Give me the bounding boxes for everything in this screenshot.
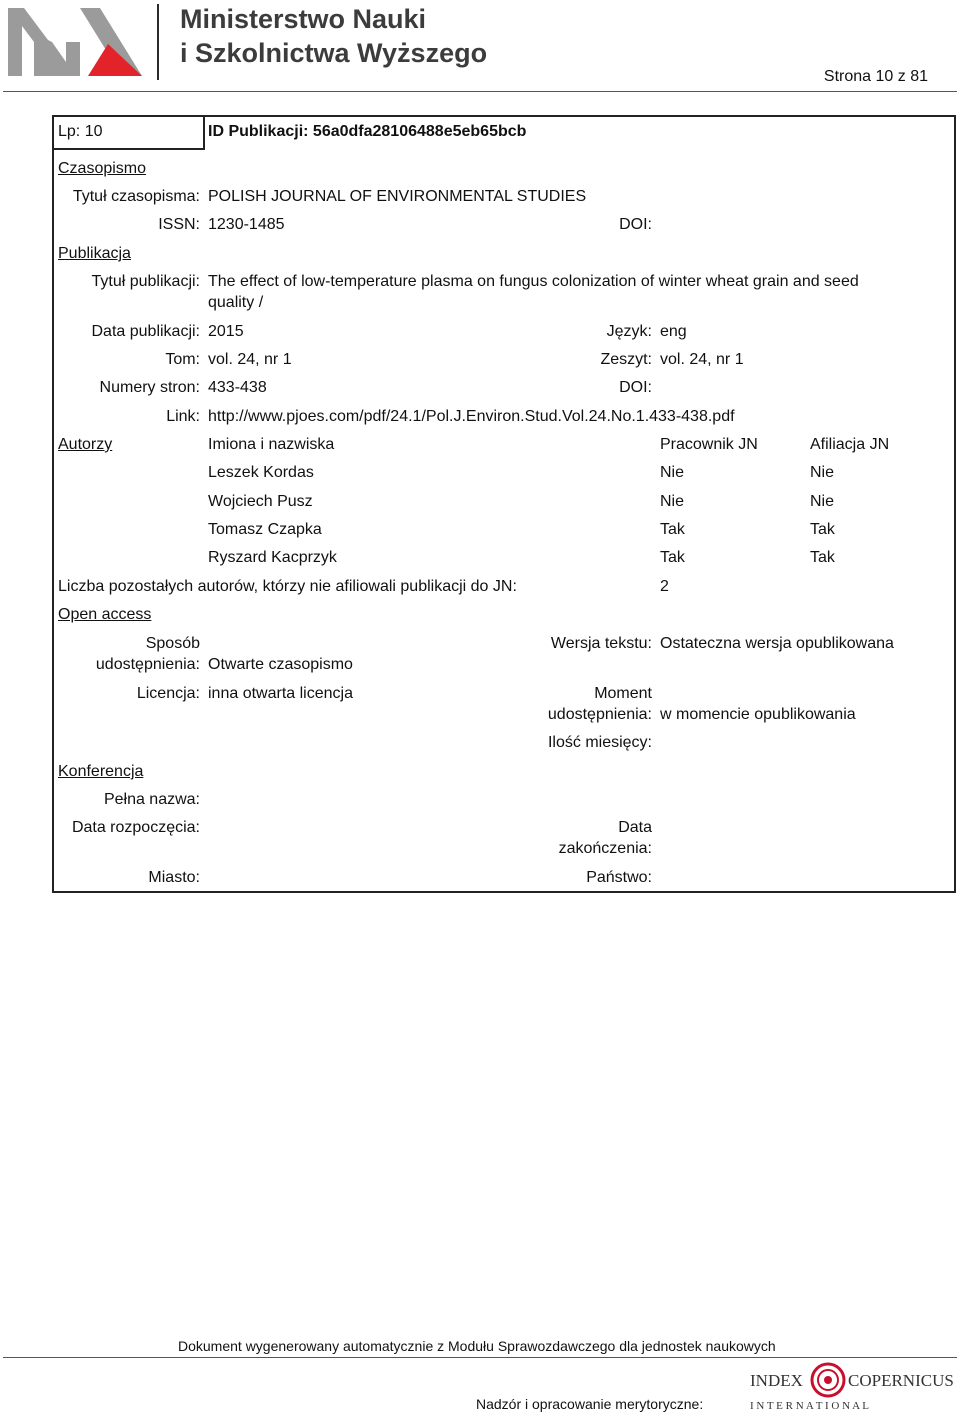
author-employee: Tak xyxy=(660,549,685,566)
footer-divider xyxy=(3,1357,957,1358)
oa-method-label-1: Sposób xyxy=(145,635,200,652)
pub-tom-value: vol. 24, nr 1 xyxy=(208,351,292,368)
section-open-access: Open access xyxy=(58,606,152,623)
pub-tom-label: Tom: xyxy=(165,351,200,368)
authors-col-name: Imiona i nazwiska xyxy=(208,436,335,453)
section-publication: Publikacja xyxy=(58,245,131,262)
oa-method-value: Otwarte czasopismo xyxy=(208,656,353,673)
pub-lang-label: Język: xyxy=(606,323,652,340)
author-name: Ryszard Kacprzyk xyxy=(208,549,337,566)
page-number: Strona 10 z 81 xyxy=(823,68,928,85)
oa-moment-label-1: Moment xyxy=(594,685,652,702)
section-journal: Czasopismo xyxy=(58,160,147,177)
author-employee: Nie xyxy=(660,464,685,481)
issn-value: 1230-1485 xyxy=(208,216,285,233)
authors-col-employee: Pracownik JN xyxy=(660,436,758,453)
pub-doi-label: DOI: xyxy=(619,379,652,396)
pub-zeszyt-value: vol. 24, nr 1 xyxy=(660,351,744,368)
author-employee: Nie xyxy=(660,493,685,510)
ministry-logo xyxy=(8,6,142,76)
author-name: Leszek Kordas xyxy=(208,464,314,481)
ic-word-copernicus: COPERNICUS xyxy=(848,1371,954,1390)
header-separator xyxy=(157,4,159,80)
ministry-name-line1: Ministerstwo Nauki xyxy=(180,4,427,34)
oa-method-label-2: udostępnienia: xyxy=(95,656,200,673)
journal-title-value: POLISH JOURNAL OF ENVIRONMENTAL STUDIES xyxy=(208,188,587,205)
record-lp: Lp: 10 xyxy=(58,123,103,140)
conf-name-label: Pełna nazwa: xyxy=(103,791,200,808)
pub-title-label: Tytuł publikacji: xyxy=(91,273,200,290)
pub-pages-value: 433-438 xyxy=(208,379,267,396)
section-authors: Autorzy xyxy=(58,436,113,453)
conf-start-label: Data rozpoczęcia: xyxy=(71,819,200,836)
pub-date-value: 2015 xyxy=(208,323,244,340)
oa-license-label: Licencja: xyxy=(136,685,200,702)
authors-col-affil: Afiliacja JN xyxy=(810,436,890,453)
author-name: Wojciech Pusz xyxy=(208,493,313,510)
conf-country-label: Państwo: xyxy=(586,869,652,886)
header-divider xyxy=(3,91,957,92)
ic-word-international: I N T E R N A T I O N A L xyxy=(750,1400,869,1412)
other-authors-label: Liczba pozostałych autorów, którzy nie afiliowali publikacji do JN: xyxy=(58,578,517,595)
oa-moment-label-2: udostępnienia: xyxy=(547,706,652,723)
oa-version-label: Wersja tekstu: xyxy=(550,635,652,652)
record-id: ID Publikacji: 56a0dfa28106488e5eb65bcb xyxy=(208,123,527,140)
pub-date-label: Data publikacji: xyxy=(91,323,200,340)
conf-end-label-2: zakończenia: xyxy=(558,840,652,857)
author-affil: Tak xyxy=(810,521,835,538)
author-affil: Nie xyxy=(810,493,835,510)
oa-moment-value: w momencie opublikowania xyxy=(660,706,856,723)
pub-title-line2: quality / xyxy=(208,294,264,311)
index-copernicus-logo xyxy=(748,1360,958,1412)
author-affil: Nie xyxy=(810,464,835,481)
conf-city-label: Miasto: xyxy=(148,869,200,886)
oa-months-label: Ilość miesięcy: xyxy=(547,734,652,751)
ministry-name-line2: i Szkolnictwa Wyższego xyxy=(180,38,488,68)
pub-title-line1: The effect of low-temperature plasma on fungus colonization of winter wheat grain and seed xyxy=(208,273,859,290)
journal-doi-label: DOI: xyxy=(619,216,652,233)
oa-version-value: Ostateczna wersja opublikowana xyxy=(660,635,894,652)
footer-generated: Dokument wygenerowany automatycznie z Modułu Sprawozdawczego dla jednostek naukowych xyxy=(178,1338,776,1354)
pub-zeszyt-label: Zeszyt: xyxy=(600,351,652,368)
footer-supervision: Nadzór i opracowanie merytoryczne: xyxy=(476,1396,704,1412)
author-affil: Tak xyxy=(810,549,835,566)
issn-label: ISSN: xyxy=(158,216,200,233)
other-authors-value: 2 xyxy=(660,578,669,595)
conf-end-label-1: Data xyxy=(618,819,652,836)
pub-lang-value: eng xyxy=(660,323,687,340)
author-employee: Tak xyxy=(660,521,685,538)
pub-pages-label: Numery stron: xyxy=(99,379,200,396)
pub-link-value[interactable]: http://www.pjoes.com/pdf/24.1/Pol.J.Environ.Stud.Vol.24.No.1.433-438.pdf xyxy=(208,408,735,425)
author-name: Tomasz Czapka xyxy=(208,521,322,538)
pub-link-label: Link: xyxy=(166,408,200,425)
oa-license-value: inna otwarta licencja xyxy=(208,685,353,702)
section-conference: Konferencja xyxy=(58,763,144,780)
journal-title-label: Tytuł czasopisma: xyxy=(72,188,200,205)
ic-word-index: INDEX xyxy=(750,1371,803,1390)
copernicus-emblem-icon xyxy=(812,1364,844,1396)
